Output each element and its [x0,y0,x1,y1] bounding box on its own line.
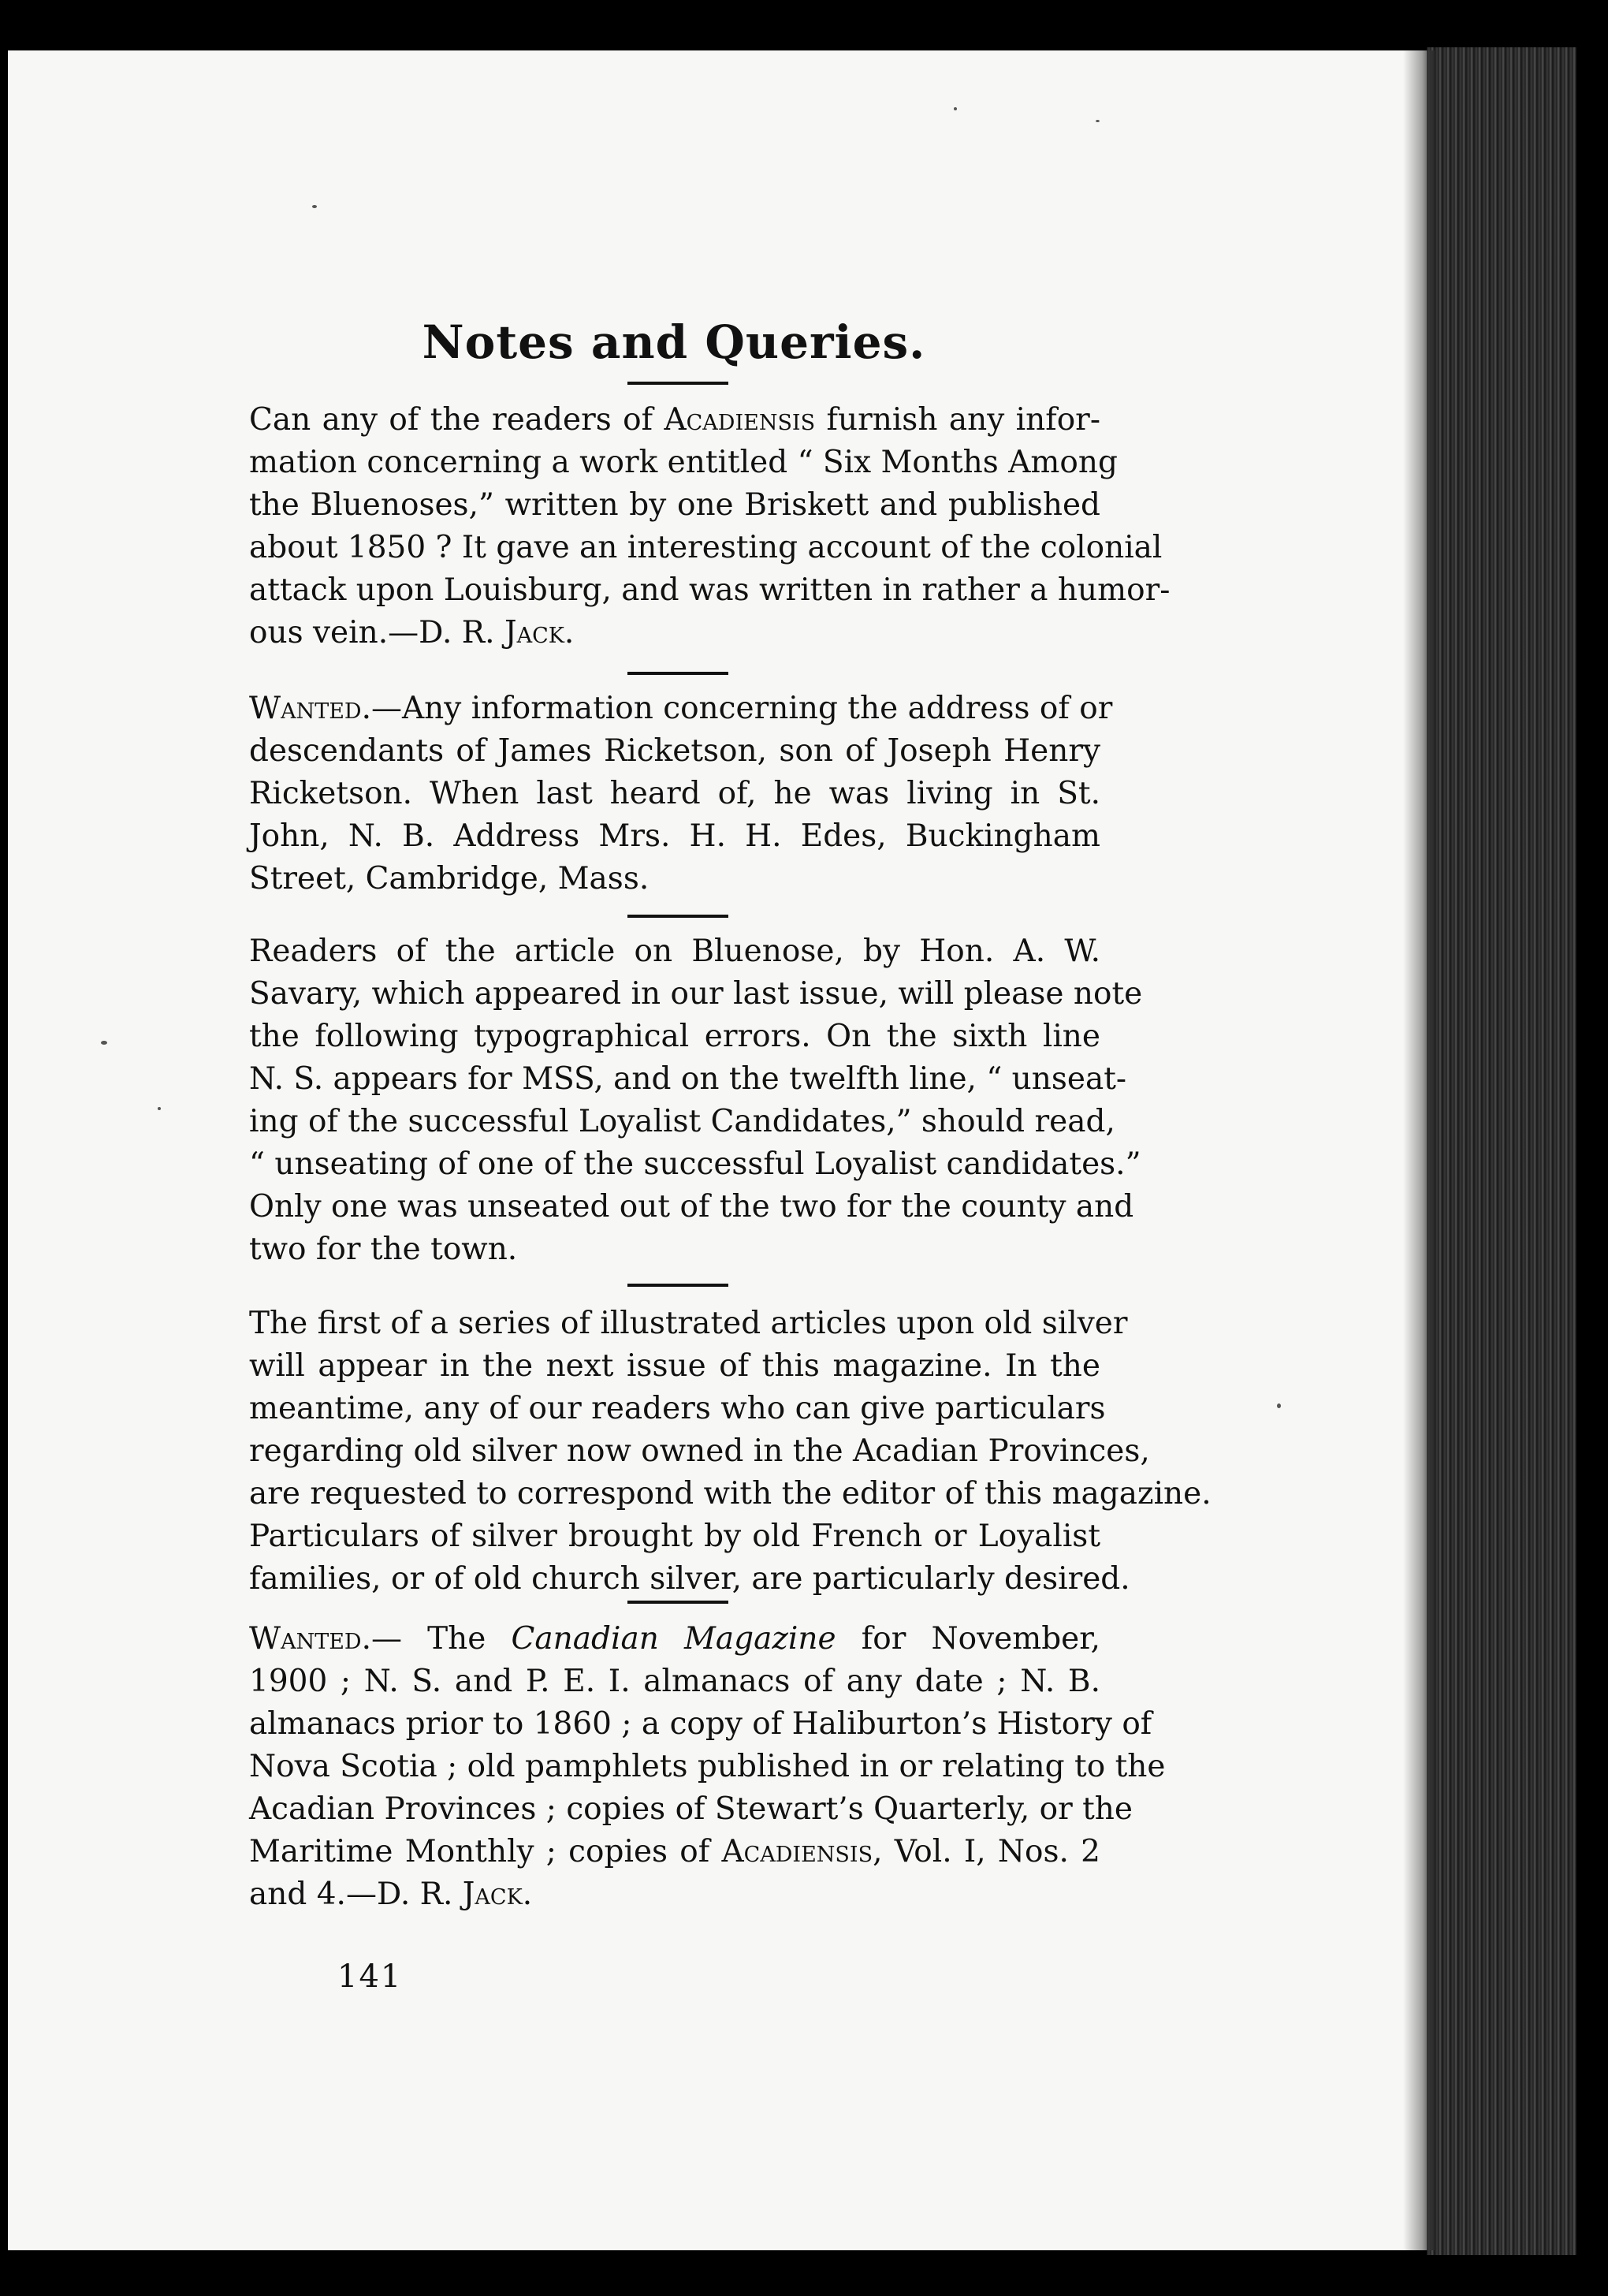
book-page-edges [1427,47,1576,2255]
text-line: Wanted.—Any information concerning the address of or [249,691,1113,726]
page-number: 141 [337,1959,403,1995]
separator-rule [627,915,728,918]
page-gutter-shadow [1403,50,1435,2250]
entry-briskett-query [249,399,1171,654]
text-line: two for the town. [249,1232,518,1267]
text-line: ing of the successful Loyalist Candidates,” should read, [249,1104,1115,1139]
text-line: Ricketson. When last heard of, he was living in St. [249,776,1100,811]
section-heading: Notes and Queries. [422,315,926,369]
text-line: families, or of old church silver, are particularly desired. [249,1561,1130,1597]
text-line: mation concerning a work entitled “ Six Months Among [249,445,1118,480]
entry-ricketson-wanted [249,688,1113,900]
text-line: The first of a series of illustrated articles upon old silver [249,1306,1128,1341]
text-line: and 4.—D. R. Jack. [249,1877,533,1912]
text-line: Acadian Provinces ; copies of Stewart’s Quarterly, or the [249,1791,1133,1827]
scan-speck [101,1041,107,1045]
text-line: N. S. appears for MSS, and on the twelfth line, “ unseat- [249,1061,1127,1097]
separator-rule [627,1284,728,1287]
text-line: 1900 ; N. S. and P. E. I. almanacs of any date ; N. B. [249,1664,1100,1699]
text-line: attack upon Louisburg, and was written in rather a humor- [249,572,1171,608]
text-line: about 1850 ? It gave an interesting account of the colonial [249,530,1163,565]
scan-speck [1277,1403,1281,1408]
text-line: Only one was unseated out of the two for the county and [249,1189,1134,1224]
separator-rule [627,1601,728,1604]
scan-speck [312,205,317,208]
text-line: meantime, any of our readers who can give particulars [249,1391,1106,1426]
scan-speck [1096,120,1100,122]
text-line: Particulars of silver brought by old French or Loyalist [249,1519,1100,1554]
scan-speck [954,107,957,110]
book-page [8,50,1427,2250]
entry-old-silver [249,1303,1212,1601]
scan-speck [158,1107,161,1110]
text-line: will appear in the next issue of this magazine. In the [249,1348,1100,1384]
entry-bluenose-errata [249,930,1143,1271]
text-line: descendants of James Ricketson, son of Joseph Henry [249,733,1100,769]
text-line: “ unseating of one of the successful Loyalist candidates.” [249,1146,1141,1182]
text-line: Savary, which appeared in our last issue, will please note [249,976,1143,1012]
text-line: Maritime Monthly ; copies of Acadiensis, Vol. I, Nos. 2 [249,1834,1100,1869]
text-line: Can any of the readers of Acadiensis furnish any infor- [249,402,1100,438]
text-line: regarding old silver now owned in the Acadian Provinces, [249,1433,1150,1469]
text-line: ous vein.—D. R. Jack. [249,615,575,650]
text-line: John, N. B. Address Mrs. H. H. Edes, Buckingham [249,818,1100,854]
text-line: the Bluenoses,” written by one Briskett and published [249,487,1100,523]
text-line: almanacs prior to 1860 ; a copy of Haliburton’s History of [249,1706,1152,1742]
entry-wanted-publications [249,1618,1166,1916]
separator-rule [627,382,728,385]
text-line: Wanted.— The Canadian Magazine for November, [249,1621,1100,1657]
text-line: Nova Scotia ; old pamphlets published in or relating to the [249,1749,1166,1784]
text-line: Street, Cambridge, Mass. [249,861,650,896]
separator-rule [627,672,728,675]
text-line: the following typographical errors. On the sixth line [249,1019,1100,1054]
text-line: are requested to correspond with the editor of this magazine. [249,1476,1212,1511]
text-line: Readers of the article on Bluenose, by Hon. A. W. [249,934,1100,969]
